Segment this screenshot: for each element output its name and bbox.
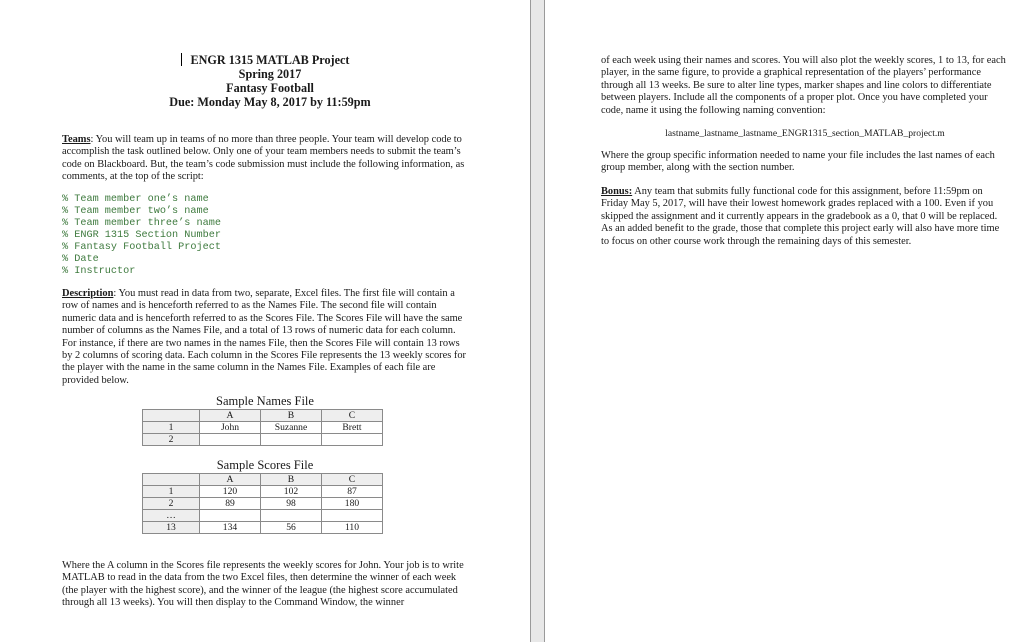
comment-line: % Team member two’s name xyxy=(62,206,209,217)
plot-instructions-paragraph: of each week using their names and scores. You will also plot the weekly scores, 1 to 13, for each player, in the same figure, to provide a graphical representation of the players’ performance through all 13 weeks. Be sure to alter line types, marker shapes and line colors to differentiate between players. Include all the components of a proper plot. Once you have completed your code, name it using the following naming convention: xyxy=(601,55,1006,116)
filename-convention: lastname_lastname_lastname_ENGR1315_section_MATLAB_project.m xyxy=(665,128,945,139)
table-cell: 180 xyxy=(322,498,383,510)
comment-line: % Date xyxy=(62,254,99,265)
table-cell: 87 xyxy=(322,486,383,498)
description-paragraph xyxy=(62,288,466,387)
table-cell: Suzanne xyxy=(261,422,322,434)
corner-cell xyxy=(143,474,200,486)
column-header: A xyxy=(200,474,261,486)
title-due-date: Due: Monday May 8, 2017 by 11:59pm xyxy=(169,95,371,109)
scores-table-caption: Sample Scores File xyxy=(216,458,314,472)
bonus-text: Any team that submits fully functional code for this assignment, before 11:59pm on Friday May 5, 2017, will have their lowest homework grades replaced with a 100. Even if you skipped the assignment and it currently appears in the gradebook as a 0, that 0 will be replaced. As an added benefit to the grade, those that complete this project early will also have more time to focus on other course work through the remaining days of this semester. xyxy=(601,186,1000,247)
table-row xyxy=(143,486,383,498)
title-term: Spring 2017 xyxy=(238,67,302,81)
table-row xyxy=(143,422,383,434)
table-row xyxy=(143,510,383,522)
comment-line: % Team member one’s name xyxy=(62,194,209,205)
table-cell xyxy=(322,434,383,446)
table-cell xyxy=(261,510,322,522)
sample-names-table xyxy=(142,409,383,446)
table-row xyxy=(143,434,383,446)
teams-paragraph xyxy=(62,134,466,184)
table-cell xyxy=(200,510,261,522)
column-header: A xyxy=(200,410,261,422)
table-row xyxy=(143,498,383,510)
names-table-caption: Sample Names File xyxy=(216,394,314,408)
column-header: C xyxy=(322,410,383,422)
table-cell xyxy=(322,510,383,522)
column-header: B xyxy=(261,474,322,486)
title-project: Fantasy Football xyxy=(226,81,314,95)
table-cell: 98 xyxy=(261,498,322,510)
row-header: 2 xyxy=(143,498,200,510)
table-cell: 56 xyxy=(261,522,322,534)
table-cell: John xyxy=(200,422,261,434)
table-cell: 102 xyxy=(261,486,322,498)
comment-line: % Team member three’s name xyxy=(62,218,221,229)
title-course: ENGR 1315 MATLAB Project xyxy=(190,53,350,67)
description-text: : You must read in data from two, separate, Excel files. The first file will contain a row of names and is henceforth referred to as the Names File. The second file will contain numeric data and is henceforth referred to as the Scores File. The Scores File will have the same number of columns as the Names File, and a total of 13 rows of numeric data for each column. For instance, if there are two names in the names File, then the Scores File will contain 13 rows by 2 columns of scoring data. Each column in the Scores File represents the 13 weekly scores for the player with the name in the same column in the Names File. Examples of each file are provided below. xyxy=(62,288,466,386)
closing-paragraph: Where the A column in the Scores file represents the weekly scores for John. Your job is to write MATLAB to read in the data from the two Excel files, then determine the winner of each week (the player with the highest score), and the winner of the league (the highest score accumulated through all 13 weeks). You will then display to the Command Window, the winner xyxy=(62,560,464,609)
naming-explanation-paragraph: Where the group specific information needed to name your file includes the last names of each group member, along with the section number. xyxy=(601,150,995,174)
bonus-label: Bonus: xyxy=(601,186,633,197)
teams-label: Teams xyxy=(62,134,91,145)
table-cell xyxy=(200,434,261,446)
table-cell: Brett xyxy=(322,422,383,434)
row-header: 1 xyxy=(143,486,200,498)
corner-cell xyxy=(143,410,200,422)
comment-line: % Fantasy Football Project xyxy=(62,242,221,253)
column-header: C xyxy=(322,474,383,486)
document-page-2 xyxy=(544,0,1024,642)
table-cell: 110 xyxy=(322,522,383,534)
table-cell: 89 xyxy=(200,498,261,510)
table-header-row xyxy=(143,474,383,486)
teams-text: : You will team up in teams of no more than three people. Your team will develop code to accomplish the task outlined below. Only one of your team members needs to submit the team’s code on Blackboard. But, the team’s code submission must include the following information, as comments, at the top of the script: xyxy=(62,134,465,183)
table-header-row xyxy=(143,410,383,422)
row-header: 1 xyxy=(143,422,200,434)
bonus-paragraph xyxy=(601,186,1009,248)
table-row xyxy=(143,522,383,534)
table-cell: 134 xyxy=(200,522,261,534)
description-label: Description xyxy=(62,288,114,299)
table-cell xyxy=(261,434,322,446)
sample-scores-table xyxy=(142,473,383,534)
row-header: 13 xyxy=(143,522,200,534)
table-cell: 120 xyxy=(200,486,261,498)
comment-line: % Instructor xyxy=(62,266,136,277)
comment-line: % ENGR 1315 Section Number xyxy=(62,230,221,241)
row-header: 2 xyxy=(143,434,200,446)
column-header: B xyxy=(261,410,322,422)
row-header: … xyxy=(143,510,200,522)
